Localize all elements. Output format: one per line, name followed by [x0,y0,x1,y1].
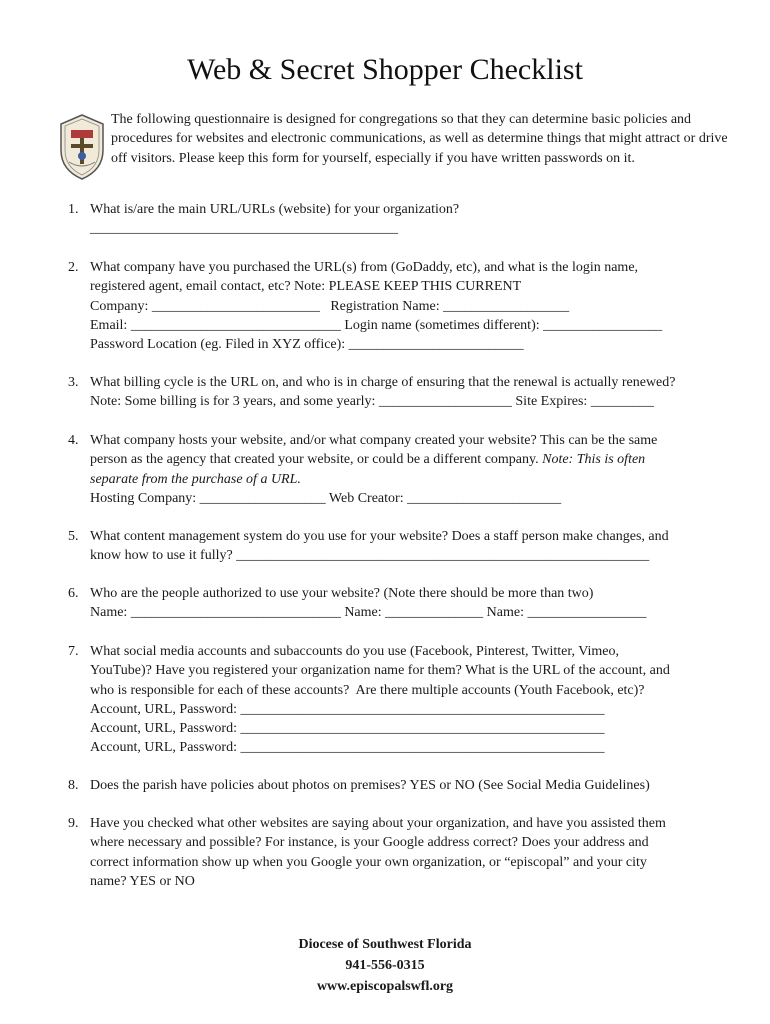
question-text: where necessary and possible? For instance, is your Google address correct? Does your address and [90,835,649,851]
question-7 [68,642,730,758]
password-location-field: Password Location (eg. Filed in XYZ office): _________________________ [90,337,524,353]
footer-website: www.episcopalswfl.org [316,979,454,994]
question-8 [68,776,730,795]
question-text: name? YES or NO [90,873,195,889]
question-text: What social media accounts and subaccounts do you use (Facebook, Pinterest, Twitter, Vimeo, [90,644,619,659]
question-text-part: person as the agency that created your website, or could be a different company. [90,452,539,468]
answer-line: know how to use it fully? ___________________________________________________________ [90,548,650,564]
question-text: Have you checked what other websites are saying about your organization, and have you assisted them [90,816,666,831]
question-5 [68,527,730,566]
question-number: 2. [68,260,79,275]
question-number: 5. [68,529,79,544]
question-1 [68,200,730,239]
hosting-field: Hosting Company: __________________ Web Creator: ______________________ [90,490,562,506]
question-text: registered agent, email contact, etc? Note: PLEASE KEEP THIS CURRENT [90,279,522,295]
question-text: who is responsible for each of these accounts? Are there multiple accounts (Youth Facebook, etc)? [90,682,645,698]
question-number: 6. [68,586,79,601]
question-text: Does the parish have policies about photos on premises? YES or NO (See Social Media Guidelines) [90,778,650,793]
question-number: 8. [68,778,79,793]
account-field: Account, URL, Password: ____________________________________________________ [90,701,605,717]
question-text: Who are the people authorized to use your website? (Note there should be more than two) [90,586,594,601]
question-number: 3. [68,375,79,390]
question-number: 1. [68,202,79,217]
question-number: 7. [68,644,79,659]
question-text: correct information show up when you Google your own organization, or “episcopal” and your city [90,854,647,870]
answer-line: ____________________________________________ [90,221,398,237]
question-text: What billing cycle is the URL on, and who is in charge of ensuring that the renewal is actually renewed? [90,375,676,390]
billing-field: Note: Some billing is for 3 years, and some yearly: ___________________ Site Expires: _________ [90,394,654,410]
company-field: Company: ________________________ Registration Name: __________________ [90,298,570,314]
note-continuation [90,470,730,489]
names-field: Name: ______________________________ Name: ______________ Name: _________________ [90,605,647,621]
account-field: Account, URL, Password: ____________________________________________________ [90,721,605,737]
footer-phone: 941-556-0315 [345,958,425,973]
question-text: What company have you purchased the URL(s) from (GoDaddy, etc), and what is the login name, [90,260,639,275]
footer-org: Diocese of Southwest Florida [298,937,472,952]
footer [0,934,770,997]
question-text: What is/are the main URL/URLs (website) for your organization? [90,202,460,217]
question-text: What content management system do you use for your website? Does a staff person make changes, and [90,529,669,544]
question-text: What company hosts your website, and/or what company created your website? This can be the same [90,433,658,448]
question-9 [68,814,730,891]
question-2 [68,258,730,354]
question-text: YouTube)? Have you registered your organization name for them? What is the URL of the account, and [90,663,670,679]
page-title: Web & Secret Shopper Checklist [187,53,583,86]
question-6 [68,584,730,623]
question-3 [68,373,730,412]
account-field: Account, URL, Password: ____________________________________________________ [90,740,605,756]
email-field: Email: ______________________________ Login name (sometimes different): _________________ [90,317,663,333]
question-number: 9. [68,816,79,831]
question-4 [68,431,730,508]
diocesan-seal-icon [59,114,105,180]
note-text: Note: This is often [542,452,646,468]
note-text: separate from the purchase of a URL. [90,471,301,487]
question-text [90,450,730,469]
question-number: 4. [68,433,79,448]
intro-paragraph: The following questionnaire is designed for congregations so that they can determine basic policies and procedures for websites and electronic communications, as well as determine things that might attract or drive off visitors. Please keep this form for yourself, especially if you have written passwords on it. [111,112,728,166]
